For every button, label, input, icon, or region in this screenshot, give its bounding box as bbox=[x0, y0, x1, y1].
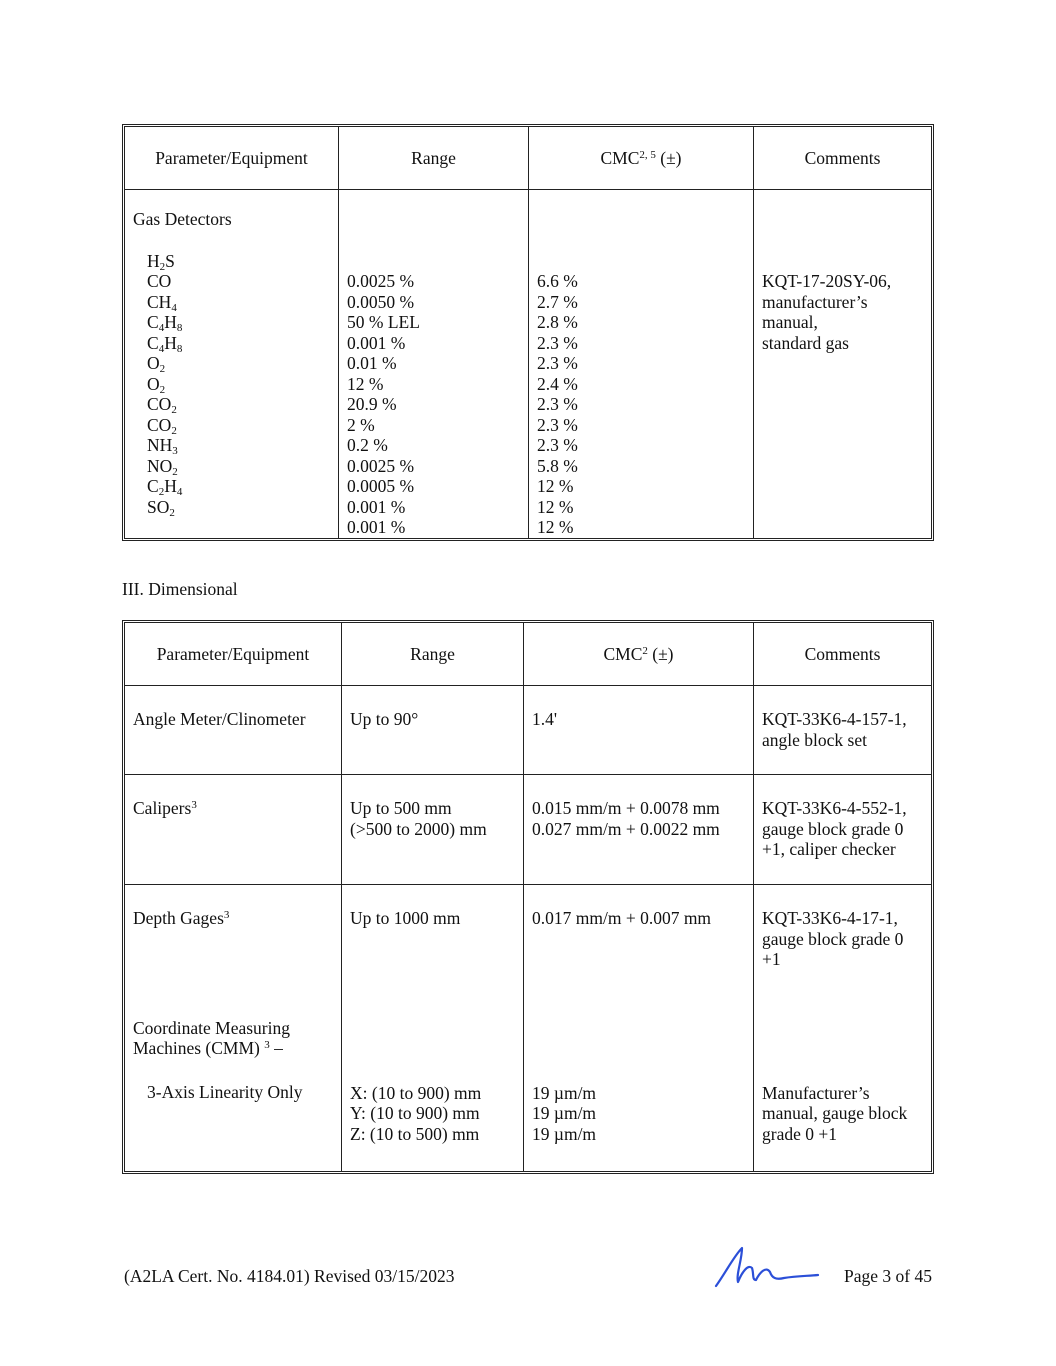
parameter-cell: Angle Meter/Clinometer bbox=[125, 686, 342, 775]
gas-comments-cell bbox=[754, 190, 931, 538]
gas-range-list bbox=[347, 271, 520, 538]
range-value: Y: (10 to 900) mm bbox=[350, 1103, 480, 1124]
cmc-value: 19 µm/m bbox=[532, 1082, 597, 1103]
header-range: Range bbox=[339, 127, 529, 190]
comment-line: gauge block grade 0 bbox=[762, 928, 904, 949]
gas-name-list bbox=[133, 251, 330, 518]
gas-cmc-value: 2.7 % bbox=[537, 291, 578, 312]
gas-range-value: 0.001 % bbox=[347, 517, 406, 537]
range-value: Up to 500 mm bbox=[350, 798, 452, 819]
range-value: Up to 90° bbox=[350, 709, 419, 730]
gas-comments-list bbox=[762, 271, 923, 353]
comment-line: gauge block grade 0 bbox=[762, 818, 904, 839]
comment-line: manual, gauge block bbox=[762, 1103, 908, 1124]
table-header-row bbox=[125, 127, 931, 190]
gas-range-value: 0.0050 % bbox=[347, 291, 415, 312]
range-value: (>500 to 2000) mm bbox=[350, 818, 487, 839]
gas-formula: $CO_2$ bbox=[147, 414, 177, 437]
parameter-cell: Calipers$^3$ bbox=[125, 775, 342, 885]
gas-cmc-value: 2.3 % bbox=[537, 353, 578, 373]
gas-cmc-value: 2.8 % bbox=[537, 312, 578, 332]
gas-cmc-value: 12 % bbox=[537, 517, 574, 537]
comment-line: grade 0 +1 bbox=[762, 1123, 837, 1144]
cmm-cmc-cell bbox=[524, 996, 754, 1171]
gas-range-value: 0.0005 % bbox=[347, 476, 415, 496]
gas-cmc-value: 12 % bbox=[537, 496, 574, 517]
cmc-value: 0.015 mm/m + 0.0078 mm bbox=[532, 798, 720, 819]
cmm-range-cell bbox=[342, 996, 524, 1171]
table-row bbox=[125, 885, 931, 995]
header-range: Range bbox=[342, 623, 524, 686]
gas-parameter-cell bbox=[125, 190, 339, 538]
gas-detectors-table bbox=[122, 124, 934, 541]
gas-cmc-value: 2.3 % bbox=[537, 414, 578, 435]
gas-formula: $CH_4$ bbox=[147, 291, 177, 314]
table-header-row bbox=[125, 623, 931, 686]
gas-formula: $O_2$ bbox=[147, 353, 166, 375]
signature-icon bbox=[712, 1242, 822, 1292]
range-value: Up to 1000 mm bbox=[350, 908, 461, 929]
cmm-sub-parameter: 3-Axis Linearity Only bbox=[147, 1081, 303, 1102]
gas-cmc-value: 2.3 % bbox=[537, 332, 578, 353]
gas-formula: CO bbox=[147, 271, 172, 291]
header-comments: Comments bbox=[754, 127, 931, 190]
cmm-comments-cell bbox=[754, 996, 931, 1171]
cmc-value: 1.4' bbox=[532, 709, 558, 730]
cmm-range-list bbox=[350, 1083, 515, 1145]
cmc-value: 19 µm/m bbox=[532, 1103, 597, 1124]
cmc-cell bbox=[524, 775, 754, 885]
comment-line: KQT-33K6-4-157-1, bbox=[762, 709, 907, 730]
header-cmc: CMC$^2$ (±) bbox=[524, 623, 754, 686]
gas-comment-line: manufacturer’s bbox=[762, 291, 868, 312]
cmc-value: 0.027 mm/m + 0.0022 mm bbox=[532, 818, 720, 839]
gas-cmc-value: 12 % bbox=[537, 476, 574, 496]
gas-range-value: 50 % LEL bbox=[347, 312, 420, 332]
gas-formula: $O_2$ bbox=[147, 373, 166, 396]
comment-line: Manufacturer’s bbox=[762, 1082, 870, 1103]
dimensional-table bbox=[122, 620, 934, 1174]
page-number: Page 3 of 45 bbox=[844, 1266, 932, 1286]
comment-line: KQT-33K6-4-552-1, bbox=[762, 798, 907, 819]
gas-range-value: 0.2 % bbox=[347, 435, 388, 455]
gas-range-value: 0.001 % bbox=[347, 332, 406, 353]
section-title: III. Dimensional bbox=[122, 579, 238, 599]
comment-line: +1 bbox=[762, 949, 781, 970]
gas-range-value: 0.0025 % bbox=[347, 271, 415, 291]
table-row bbox=[125, 686, 931, 775]
gas-cmc-list bbox=[537, 271, 745, 538]
range-value: X: (10 to 900) mm bbox=[350, 1082, 482, 1103]
cmc-cell bbox=[524, 885, 754, 995]
gas-cmc-value: 5.8 % bbox=[537, 455, 578, 476]
comments-cell bbox=[754, 885, 931, 995]
range-cell bbox=[342, 686, 524, 775]
gas-cmc-cell bbox=[529, 190, 754, 538]
gas-range-value: 0.001 % bbox=[347, 496, 406, 517]
gas-formula: $NO_2$ bbox=[147, 455, 178, 478]
dimensional-rows bbox=[125, 686, 931, 996]
gas-comment-line: KQT-17-20SY-06, bbox=[762, 271, 892, 291]
gas-cmc-value: 6.6 % bbox=[537, 271, 578, 291]
range-cell bbox=[342, 775, 524, 885]
header-parameter: Parameter/Equipment bbox=[125, 623, 342, 686]
comments-cell bbox=[754, 686, 931, 775]
group-title: Gas Detectors bbox=[133, 209, 232, 229]
gas-formula: $C_2H_4$ bbox=[147, 476, 183, 498]
comment-line: KQT-33K6-4-17-1, bbox=[762, 908, 898, 929]
header-parameter: Parameter/Equipment bbox=[125, 127, 339, 190]
gas-formula: $H_2S$ bbox=[147, 250, 175, 273]
gas-formula: $NH_3$ bbox=[147, 435, 178, 457]
parameter-cell: Depth Gages$^3$ bbox=[125, 885, 342, 995]
comment-line: angle block set bbox=[762, 729, 867, 750]
gas-formula: $C_4H_8$ bbox=[147, 332, 183, 355]
gas-comment-line: manual, bbox=[762, 312, 818, 332]
gas-formula: $C_4H_8$ bbox=[147, 312, 183, 334]
cmc-value: 19 µm/m bbox=[532, 1123, 597, 1144]
cmm-comments-list bbox=[762, 1083, 923, 1145]
gas-range-value: 2 % bbox=[347, 414, 375, 435]
gas-cmc-value: 2.4 % bbox=[537, 373, 578, 394]
cmc-value: 0.017 mm/m + 0.007 mm bbox=[532, 908, 712, 929]
range-cell bbox=[342, 885, 524, 995]
gas-range-cell bbox=[339, 190, 529, 538]
comments-cell bbox=[754, 775, 931, 885]
footer-cert: (A2LA Cert. No. 4184.01) Revised 03/15/2023 bbox=[124, 1266, 455, 1286]
gas-formula: $SO_2$ bbox=[147, 496, 175, 519]
cmm-parameter-cell bbox=[125, 996, 342, 1171]
header-cmc: CMC$^{2, 5}$ (±) bbox=[529, 127, 754, 190]
gas-cmc-value: 2.3 % bbox=[537, 435, 578, 455]
cmm-title: Coordinate Measuring Machines (CMM) $^3$ – bbox=[133, 1017, 290, 1059]
table-row bbox=[125, 775, 931, 885]
gas-cmc-value: 2.3 % bbox=[537, 394, 578, 414]
range-value: Z: (10 to 500) mm bbox=[350, 1123, 480, 1144]
gas-range-value: 0.01 % bbox=[347, 353, 397, 373]
gas-comment-line: standard gas bbox=[762, 332, 849, 353]
gas-formula: $CO_2$ bbox=[147, 394, 177, 416]
header-comments: Comments bbox=[754, 623, 931, 686]
cmm-cmc-list bbox=[532, 1083, 745, 1145]
table-row-cmm bbox=[125, 996, 931, 1171]
gas-range-value: 12 % bbox=[347, 373, 384, 394]
table-row bbox=[125, 190, 931, 538]
gas-range-value: 20.9 % bbox=[347, 394, 397, 414]
cmc-cell bbox=[524, 686, 754, 775]
comment-line: +1, caliper checker bbox=[762, 839, 896, 860]
gas-range-value: 0.0025 % bbox=[347, 455, 415, 476]
